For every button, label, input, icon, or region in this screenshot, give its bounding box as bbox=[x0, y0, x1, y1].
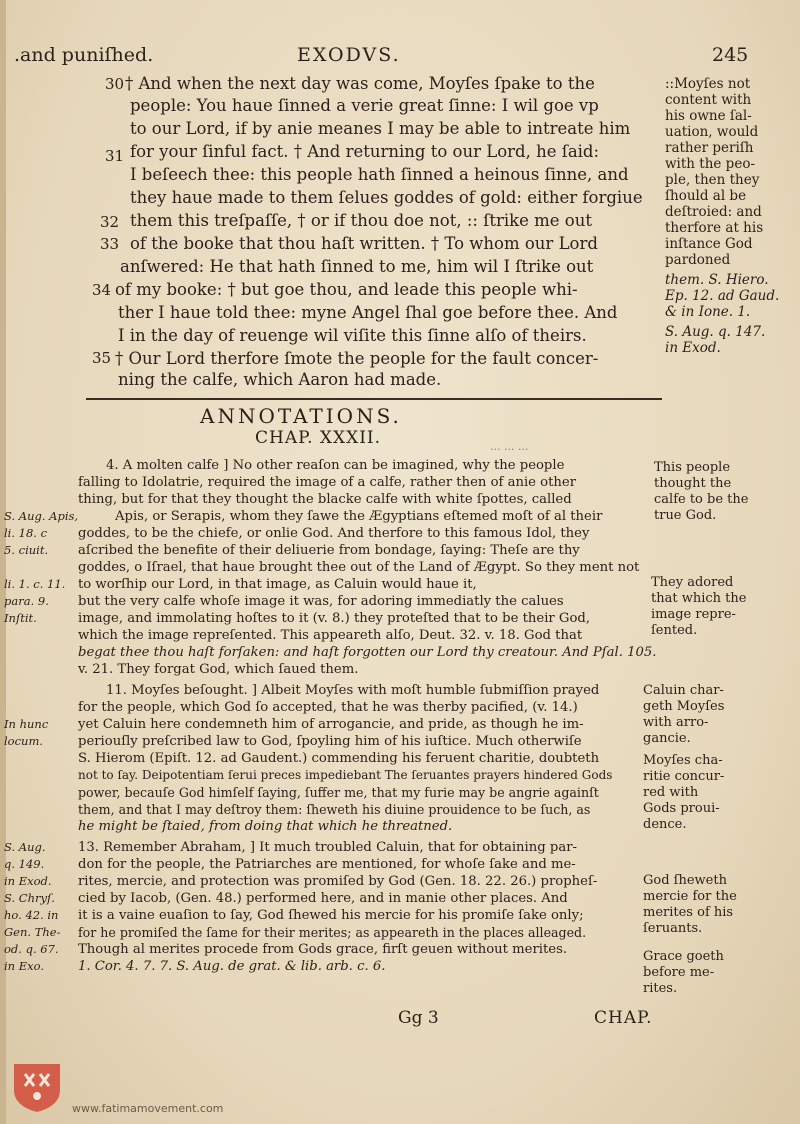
header-catch: .and puniſhed. bbox=[14, 44, 154, 66]
verse-line: ther I haue told thee: myne Angel ſhal goe before thee. And bbox=[118, 303, 618, 322]
verse-number: 34 bbox=[92, 281, 112, 299]
verse-line: people: You haue ſinned a verie great ſinne: I wil goe vp bbox=[130, 96, 599, 115]
verse-number: 30 bbox=[105, 75, 125, 93]
verse-line: for your ſinful fact. † And returning to our Lord, he ſaid: bbox=[130, 142, 600, 161]
section-divider bbox=[86, 398, 662, 400]
verse-line: they haue made to them ſelues goddes of gold: either forgiue bbox=[130, 188, 643, 207]
running-header bbox=[12, 44, 772, 74]
faint-marks: ... ... ... bbox=[490, 440, 529, 453]
verse-line: † Our Lord therfore ſmote the people for the fault concer- bbox=[115, 349, 599, 368]
verse-line: to our Lord, if by anie meanes I may be able to intreate him bbox=[130, 119, 631, 138]
verse-line: ning the calfe, which Aaron had made. bbox=[118, 370, 442, 389]
header-title: EXODVS. bbox=[297, 44, 401, 66]
verse-number: 35 bbox=[92, 349, 112, 367]
verse-line: of the booke that thou haſt written. † To whom our Lord bbox=[130, 234, 598, 253]
verse-line: of my booke: † but goe thou, and leade this people whi- bbox=[115, 280, 578, 299]
fatima-logo-icon bbox=[10, 1060, 64, 1114]
verse-line: I beſeech thee: this people hath ſinned a heinous ſinne, and bbox=[130, 165, 629, 184]
catchword: CHAP. bbox=[594, 1008, 653, 1028]
book-page: .and puniſhed. EXODVS. 245 30 31 32 33 34 35 † And when the next day was come, Moyſes ſpake to the people: You haue ſinned a verie great ſinne: I wil goe vp to our Lord, if by anie meanes I may be able to intreate him for your ſinful fact. † And returning to our Lord, he ſaid: I beſeech thee: this people hath ſinned a heinous ſinne, and they haue made to them ſelues goddes of gold: either forgiue them this treſpaſſe, † or if thou doe not, :: ſtrike me out of the booke that thou haſt written. † To whom our Lord anſwered: He that hath ſinned to me, him wil I ſtrike out of my booke: † but goe thou, and leade this people whi- ther I haue told thee: myne Angel ſhal goe before thee. And I in the day of reuenge wil viſite this ſinne alſo of theirs. † Our Lord therfore ſmote the people for the fault concer- ning the calfe, which Aaron had made. ::Moyſes not content with his owne ſal- uation, would rather periſh with the peo- ple, then they ſhould al be deſtroied: and therfore at his inſtance God pardoned them. S. Hiero. Ep. 12. ad Gaud. & in Ione. 1. S. Aug. q. 147. in Exod. ANNOTATIONS. CHAP. XXXII. ... ... ... 4. A molten calfe ] No other reaſon can be imagined, why the people falling to Idolatrie, required the image of a calfe, rather then of anie other thing, but for that they thought the blacke calfe with white ſpottes, called Apis, or Serapis, whom they ſawe the Ægyptians eſtemed moſt of al their goddes, to be the chiefe, or onlie God. And therfore to this famous Idol, they aſcribed the benefite of their deliuerie from bondage, ſaying: Theſe are thy goddes, o Iſrael, that haue brought thee out of the Land of Ægypt. So they ment not to worſhip our Lord, in that image, as Caluin would haue it, but the very calfe whoſe image it was, for adoring immediatly the calues image, and immolating hoſtes to it (v. 8.) they proteſted that to be their God, which the image repreſented. This appeareth alſo, Deut. 32. v. 18. God that begat thee thou haſt forſaken: and haſt forgotten our Lord thy creatour. And Pſal. 105. v. 21. They forgat God, which ſaued them. 11. Moyſes beſought. ] Albeit Moyſes with moſt humble ſubmiſſion prayed for the people, which God ſo accepted, that he was therby pacified, (v. 14.) yet Caluin here condemneth him of arrogancie, and pride, as though he im- periouſly preſcribed law to God, ſpoyling him of his iuſtice. Much otherwiſe S. Hierom (Epiſt. 12. ad Gaudent.) commending his feruent charitie, doubteth not to ſay. Deipotentiam ſerui preces impediebant The ſeruantes prayers hindered Gods power, becauſe God himſelf ſaying, ſuffer me, that my furie may be angrie againſt them, and that I may deſtroy them: ſheweth his diuine prouidence to be ſuch, as he might be ſtaied, from doing that which he threatned. 13. Remember Abraham, ] It much troubled Caluin, that for obtaining par- don for the people, the Patriarches are mentioned, for whoſe ſake and me- rites, mercie, and protection was promiſed by God (Gen. 18. 22. 26.) propheſ- cied by Iacob, (Gen. 48.) performed here, and in manie other places. And it is a vaine euaſion to ſay, God ſhewed his mercie for his promiſe ſake only; for he promiſed the ſame for their merites; as appeareth in the places alleaged. Though al merites procede from Gods grace, firſt geuen without merites. 1. Cor. 4. 7. 7. S. Aug. de grat. & lib. arb. c. 6. S. Aug. Apis, li. 18. c 5. ciuit. li. 1. c. 11. para. 9. Inſtit. In hunc locum. S. Aug. q. 149. in Exod. S. Chryſ. ho. 42. in Gen. The- od. q. 67. in Exo. This people thought the calfe to be the true God. They adored that which the image repre- ſented. Caluin char- geth Moyſes with arro- gancie. Moyſes cha- ritie concur- red with Gods proui- dence. God ſheweth mercie for the merites of his ſeruants. Grace goeth before me- rites. Gg 3 CHAP. www.fatimamovement.com bbox=[0, 0, 800, 1124]
annotations-heading: ANNOTATIONS. bbox=[200, 404, 402, 428]
verse-line: them this treſpaſſe, † or if thou doe not, :: ſtrike me out bbox=[130, 211, 592, 230]
verse-line: anſwered: He that hath ſinned to me, him wil I ſtrike out bbox=[120, 257, 594, 276]
signature-mark: Gg 3 bbox=[398, 1008, 439, 1028]
watermark-url[interactable]: www.fatimamovement.com bbox=[72, 1102, 224, 1115]
verse-number: 33 bbox=[100, 235, 120, 253]
verse-line: † And when the next day was come, Moyſes ſpake to the bbox=[125, 74, 595, 93]
page-number: 245 bbox=[712, 44, 749, 66]
chapter-heading: CHAP. XXXII. bbox=[255, 428, 382, 448]
verse-number: 32 bbox=[100, 213, 120, 231]
verse-line: I in the day of reuenge wil viſite this ſinne alſo of theirs. bbox=[118, 326, 587, 345]
verse-number: 31 bbox=[105, 147, 125, 165]
